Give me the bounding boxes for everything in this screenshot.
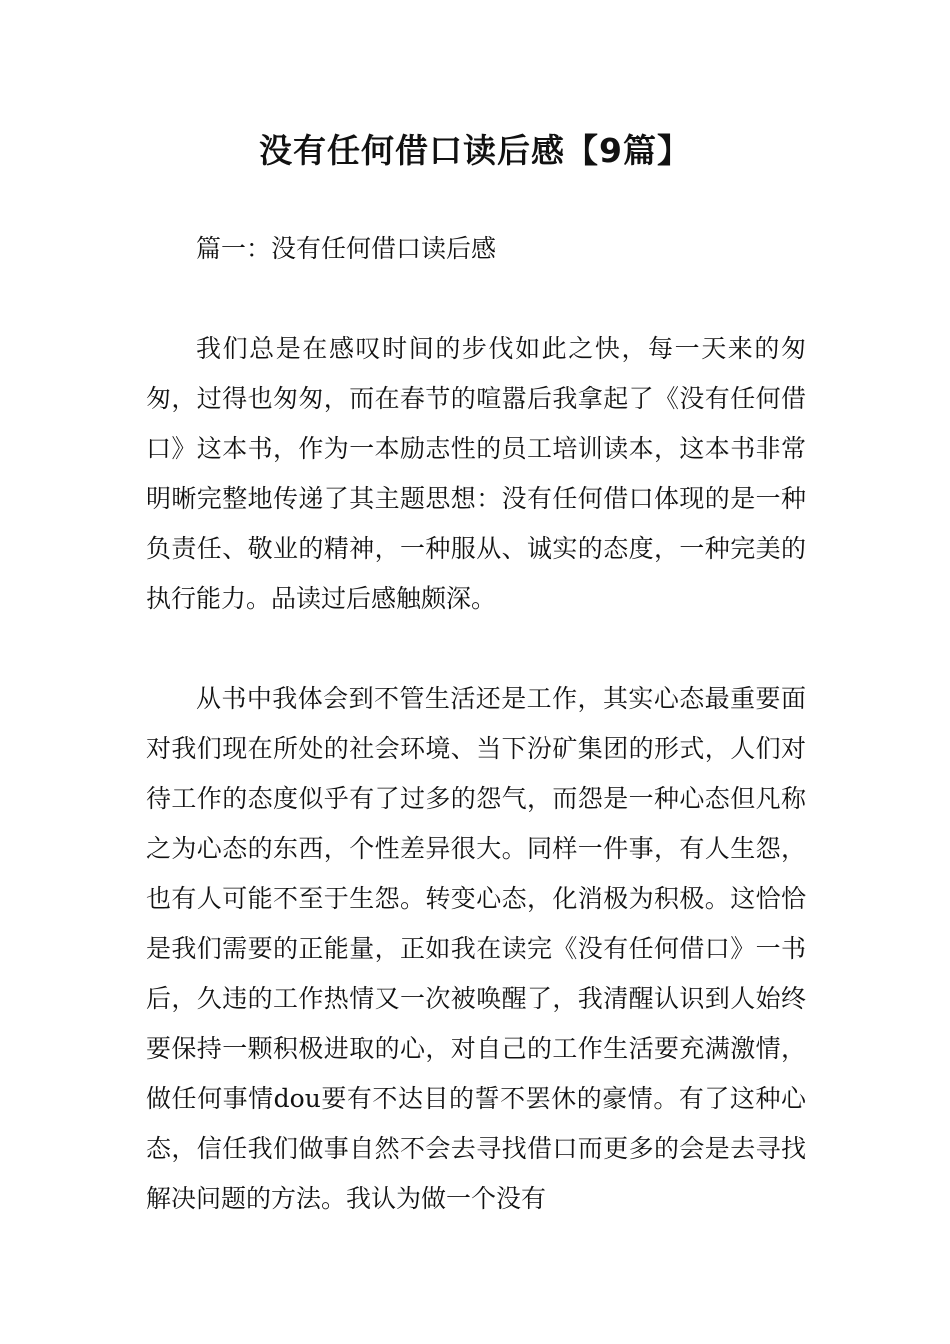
- document-title: 没有任何借口读后感【9篇】: [259, 131, 691, 170]
- paragraph-1: 我们总是在感叹时间的步伐如此之快，每一天来的匆匆，过得也匆匆，而在春节的喧嚣后我拿起了《没有任何借口》这本书，作为一本励志性的员工培训读本，这本书非常明晰完整地传递了其主题思想：没有任何借口体现的是一种负责任、敬业的精神，一种服从、诚实的态度，一种完美的执行能力。品读过后感触颇深。: [146, 334, 806, 613]
- paragraph-2: 从书中我体会到不管生活还是工作，其实心态最重要面对我们现在所处的社会环境、当下汾矿集团的形式，人们对待工作的态度似乎有了过多的怨气，而怨是一种心态但凡称之为心态的东西，个性差异很大。同样一件事，有人生怨，也有人可能不至于生怨。转变心态，化消极为积极。这恰恰是我们需要的正能量，正如我在读完《没有任何借口》一书后，久违的工作热情又一次被唤醒了，我清醒认识到人始终要保持一颗积极进取的心，对自己的工作生活要充满激情，做任何事情dou要有不达目的誓不罢休的豪情。有了这种心态，信任我们做事自然不会去寻找借口而更多的会是去寻找解决问题的方法。我认为做一个没有: [146, 684, 806, 1213]
- section-heading: 篇一：没有任何借口读后感: [196, 234, 497, 263]
